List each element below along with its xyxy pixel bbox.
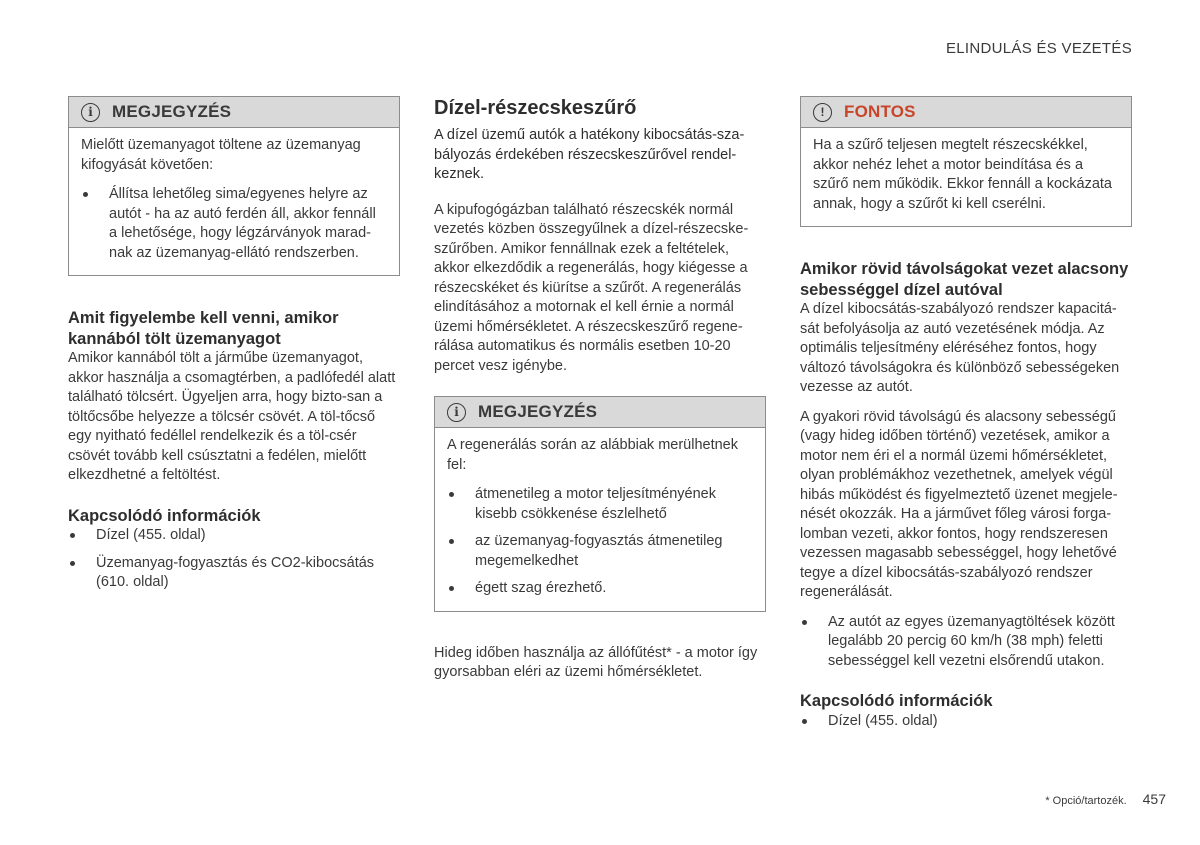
section-heading: Amikor rövid távolságokat vezet alacsony sebességgel dízel autóval — [800, 260, 1129, 299]
related-link[interactable]: Dízel (455. oldal) — [800, 712, 1132, 732]
list-item: átmenetileg a motor teljesítményének kisebb csökkenése észlelhető — [447, 485, 753, 524]
note-box-title: MEGJEGYZÉS — [478, 402, 598, 421]
related-info-list — [68, 526, 400, 593]
footnote: * Opció/tartozék. — [1045, 795, 1127, 807]
list-item: Az autót az egyes üzemanyagtöltések között legalább 20 percig 60 km/h (38 mph) feletti sebességgel kell vezetni elsőrendű utakon. — [800, 613, 1132, 672]
related-info-heading: Kapcsolódó információk — [800, 692, 993, 710]
body-text: A kipufogógázban található részecskék normál vezetés közben összegyűlnek a dízel-részecske-szűrőben. Amikor fennállnak ezek a feltételek, akkor elkezdődik a regenerálás, hogy kiégesse a részecskéket és kiürítse a szűrőt. A regenerálás elindításához a motornak el kell érnie a normál üzemi hőmérsékletet. A részecskeszűrő regene-rálása automatikus és normális esetben 10-20 percet vesz igénybe. — [434, 201, 749, 374]
section-heading: Amit figyelembe kell venni, amikor kannából tölt üzemanyagot — [68, 309, 339, 348]
column-middle — [434, 96, 766, 683]
section-header: ELINDULÁS ÉS VEZETÉS — [945, 40, 1132, 57]
page-footer — [1045, 791, 1166, 807]
warning-box-header — [801, 97, 1131, 128]
note-box-text: A regenerálás során az alábbiak merülhetnek fel: — [447, 437, 738, 473]
warning-box — [800, 96, 1132, 227]
list-item: Állítsa lehetőleg sima/egyenes helyre az autót - ha az autó ferdén áll, akkor fennáll a lehetősége, hogy légzárványok marad-nak az üzemanyag-ellátó rendszerben. — [81, 185, 387, 263]
section-text-1: A dízel kibocsátás-szabályozó rendszer kapacitá-sát befolyásolja az autó vezetésének módja. Az optimális teljesítmény eléréséhez fontos, hogy változó távolságokra és különböző sebességeken vezesse az autót. — [800, 301, 1120, 395]
list-item: az üzemanyag-fogyasztás átmenetileg megemelkedhet — [447, 532, 753, 571]
related-link[interactable]: Dízel (455. oldal) — [68, 526, 400, 546]
page-number: 457 — [1142, 791, 1166, 807]
note-box-bullets — [81, 185, 387, 263]
column-left — [68, 96, 400, 593]
note-box-text: Mielőtt üzemanyagot töltene az üzemanyag kifogyását követően: — [81, 137, 361, 173]
list-item: égett szag érezhető. — [447, 579, 753, 599]
column-right — [800, 96, 1132, 731]
info-icon: i — [81, 103, 100, 122]
note-box-header — [435, 397, 765, 428]
note-box-title: MEGJEGYZÉS — [112, 102, 232, 121]
note-box-body — [69, 128, 399, 275]
note-box — [434, 396, 766, 612]
warning-box-body — [801, 128, 1131, 226]
warning-icon: ! — [813, 103, 832, 122]
note-box-bullets — [447, 485, 753, 599]
footer-text: Hideg időben használja az állófűtést* - a motor így gyorsabban eléri az üzemi hőmérsékletet. — [434, 644, 758, 680]
note-box-body — [435, 428, 765, 611]
related-link[interactable]: Üzemanyag-fogyasztás és CO2-kibocsátás (610. oldal) — [68, 554, 400, 593]
note-box-header — [69, 97, 399, 128]
note-box — [68, 96, 400, 276]
lead-text: A dízel üzemű autók a hatékony kibocsátás-sza-bályozás érdekében részecskeszűrővel rendel-keznek. — [434, 127, 745, 182]
related-info-list — [800, 712, 1132, 732]
page-title: Dízel-részecskeszűrő — [434, 97, 637, 119]
section-text-2: A gyakori rövid távolságú és alacsony sebességű (vagy hideg időben történő) vezetések, amikor a motor nem éri el a normál üzemi hőmérsékletet, olyan problémákhoz vezethetnek, amelyek végül hibás működést és figyelmeztető üzenet megjele-nését okozzák. Ha a járművet főleg városi forga-lomban vezeti, akkor fontos, hogy rendszeresen vezessen magasabb sebességgel, hogy lehetővé tegye a dízel kibocsátás-szabályozó rendszer regenerálását. — [800, 408, 1118, 600]
related-info-heading: Kapcsolódó információk — [68, 506, 261, 525]
section-bullets — [800, 613, 1132, 672]
warning-box-text: Ha a szűrő teljesen megtelt részecskékkel, akkor nehéz lehet a motor beindítása és a szűrő nem működik. Ekkor fennáll a kockázata annak, hogy a szűrőt ki kell cserélni. — [813, 137, 1112, 212]
warning-box-title: FONTOS — [844, 102, 916, 121]
info-icon: i — [447, 403, 466, 422]
section-text: Amikor kannából tölt a járműbe üzemanyagot, akkor használja a csomagtérben, a padlófedél alatt található tölcsért. Ügyeljen arra, hogy bizto-san a töltőcsőbe helyezze a tölcsér csövét. A töl-tőcső egy nyitható fedéllel rendelkezik és a töl-csér csövét tovább kell csúsztatni a fedélen, mielőtt elkezdhetné a feltöltést. — [68, 350, 396, 483]
